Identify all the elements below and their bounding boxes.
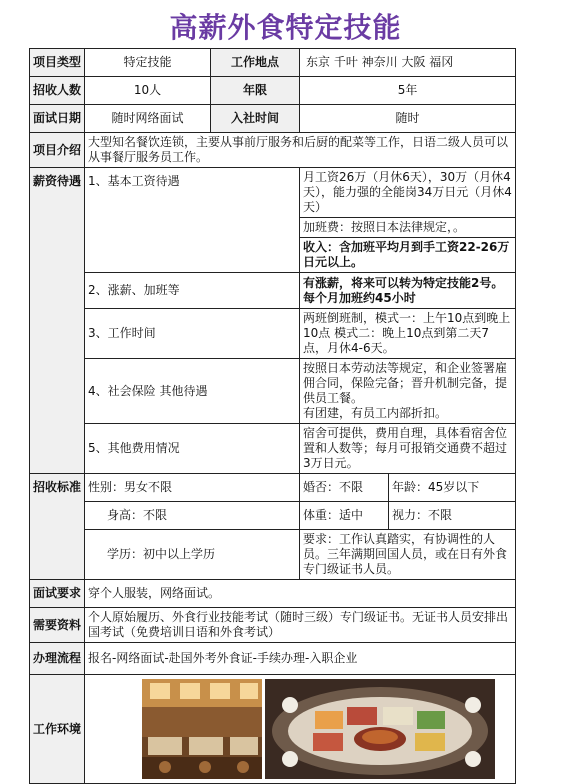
value-project-type: 特定技能 xyxy=(85,49,211,77)
salary-raise-line1: 有涨薪，将来可以转为特定技能2号。 xyxy=(303,275,504,290)
row-process xyxy=(30,643,516,675)
row-salary-base xyxy=(30,168,516,218)
recruit-requirement: 要求：工作认真踏实，有协调性的人员。三年满期回国人员，或在日有外食专门级证书人员。 xyxy=(300,530,516,580)
label-interview-date: 面试日期 xyxy=(30,105,85,133)
value-start-time: 随时 xyxy=(300,105,516,133)
value-intro: 大型知名餐饮连锁，主要从事前厅服务和后厨的配菜等工作，日语二级人员可以从事餐厅服务员工作。 xyxy=(85,133,516,168)
recruit-height: 身高：不限 xyxy=(85,502,300,530)
value-interview-req: 穿个人服装，网络面试。 xyxy=(85,580,516,608)
salary-income: 收入：含加班平均月到手工资22-26万日元以上。 xyxy=(300,238,516,273)
row-interview-date xyxy=(30,105,516,133)
work-hours-title: 3、工作时间 xyxy=(85,309,300,359)
value-process: 报名-网络面试-赴国外考外食证-手续办理-入职企业 xyxy=(85,643,516,675)
environment-photos xyxy=(85,675,516,784)
row-interview-req xyxy=(30,580,516,608)
label-documents: 需要资料 xyxy=(30,608,85,643)
insurance-text xyxy=(300,359,516,424)
label-recruit: 招收标准 xyxy=(30,474,85,580)
label-intro: 项目介绍 xyxy=(30,133,85,168)
label-work-location: 工作地点 xyxy=(211,49,300,77)
label-interview-req: 面试要求 xyxy=(30,580,85,608)
row-insurance xyxy=(30,359,516,424)
row-intro xyxy=(30,133,516,168)
row-recruit-basic xyxy=(30,474,516,502)
restaurant-interior-image xyxy=(142,679,262,779)
label-start-time: 入社时间 xyxy=(211,105,300,133)
salary-raise-title: 2、涨薪、加班等 xyxy=(85,273,300,309)
work-hours-text: 两班倒班制，模式一：上午10点到晚上10点 模式二：晚上10点到第二天7点，月休4-6天。 xyxy=(300,309,516,359)
label-salary: 薪资待遇 xyxy=(30,168,85,474)
insurance-line1: 按照日本劳动法等规定，和企业签署雇佣合同，保险完备；晋升机制完备，提供员工餐。 xyxy=(303,361,508,405)
environment-photo-strip xyxy=(85,675,514,783)
label-project-type: 项目类型 xyxy=(30,49,85,77)
salary-raise-text xyxy=(300,273,516,309)
salary-base-amount: 月工资26万（月休6天），30万（月休4天），能力强的全能岗34万日元（月休4天） xyxy=(300,168,516,218)
value-years: 5年 xyxy=(300,77,516,105)
row-other-fees xyxy=(30,424,516,474)
other-fees-title: 5、其他费用情况 xyxy=(85,424,300,474)
insurance-title: 4、社会保险 其他待遇 xyxy=(85,359,300,424)
recruit-marriage: 婚否：不限 xyxy=(300,474,389,502)
row-environment xyxy=(30,675,516,784)
salary-overtime-pay: 加班费：按照日本法律规定，。 xyxy=(300,218,516,238)
value-work-location: 东京 千叶 神奈川 大阪 福冈 xyxy=(300,49,516,77)
label-years: 年限 xyxy=(211,77,300,105)
value-documents: 个人原始履历、外食行业技能考试（随时三级）专门级证书。无证书人员安排出国考试（免费培训日语和外食考试） xyxy=(85,608,516,643)
recruit-age: 年龄：45岁以下 xyxy=(389,474,516,502)
salary-base-title: 1、基本工资待遇 xyxy=(85,168,300,273)
hotpot-table-image xyxy=(265,679,495,779)
insurance-line2: 有团建，有员工内部折扣。 xyxy=(303,406,448,420)
recruit-weight: 体重：适中 xyxy=(300,502,389,530)
row-project-type xyxy=(30,49,516,77)
recruit-gender: 性别：男女不限 xyxy=(85,474,300,502)
recruit-vision: 视力：不限 xyxy=(389,502,516,530)
other-fees-text: 宿舍可提供，费用自理，具体看宿舍位置和人数等；每月可报销交通费不超过3万日元。 xyxy=(300,424,516,474)
row-work-hours xyxy=(30,309,516,359)
row-recruit-education xyxy=(30,530,516,580)
value-headcount: 10人 xyxy=(85,77,211,105)
page-title: 高薪外食特定技能 xyxy=(169,11,402,44)
job-info-table xyxy=(29,48,516,784)
label-headcount: 招收人数 xyxy=(30,77,85,105)
salary-raise-line2: 每个月加班约45小时 xyxy=(303,290,416,305)
label-environment: 工作环境 xyxy=(30,675,85,784)
label-process: 办理流程 xyxy=(30,643,85,675)
row-documents xyxy=(30,608,516,643)
recruit-education: 学历：初中以上学历 xyxy=(85,530,300,580)
row-recruit-body xyxy=(30,502,516,530)
value-interview-date: 随时网络面试 xyxy=(85,105,211,133)
row-headcount xyxy=(30,77,516,105)
row-salary-raise xyxy=(30,273,516,309)
